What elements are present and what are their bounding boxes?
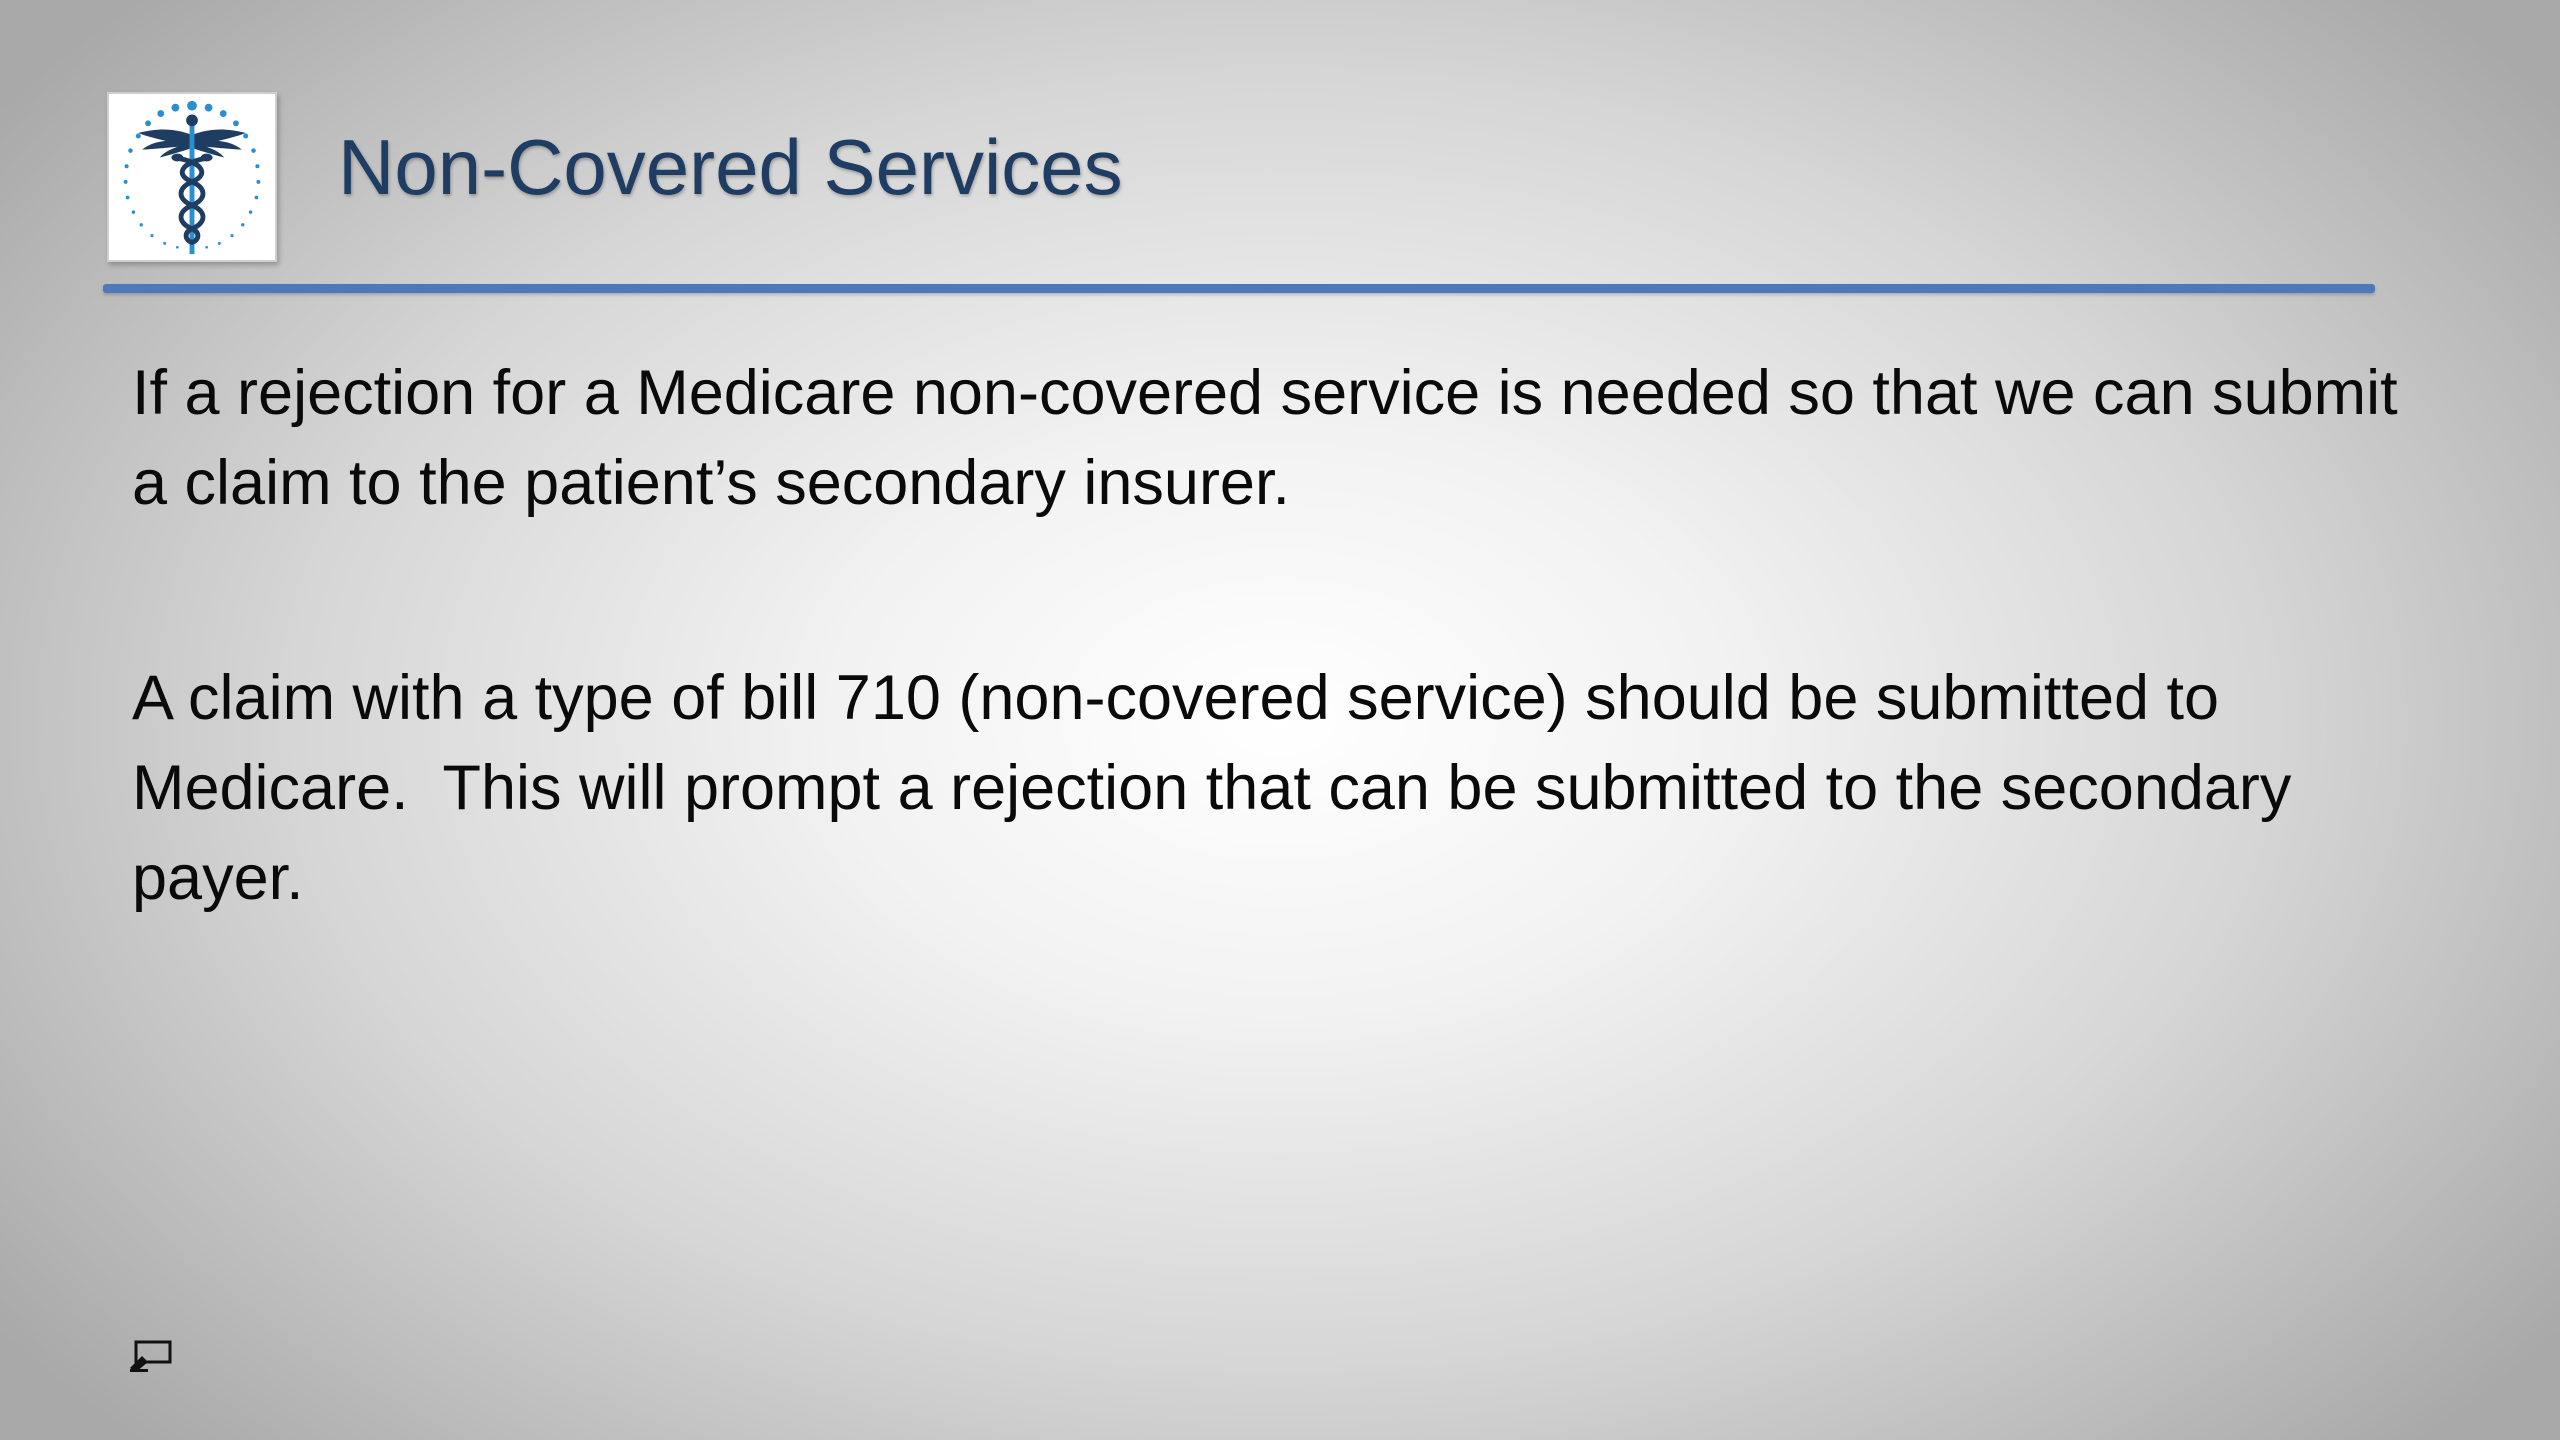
presenter-tools-icon bbox=[128, 1338, 176, 1374]
logo bbox=[107, 92, 277, 262]
caduceus-icon bbox=[109, 94, 275, 260]
slide-title: Non-Covered Services bbox=[338, 123, 1123, 211]
title-divider bbox=[103, 284, 2375, 293]
body-paragraph-1: If a rejection for a Medicare non-covered service is needed so that we can submit a claim to the patient’s secondary insurer. bbox=[132, 358, 2398, 518]
body-paragraph-2: A claim with a type of bill 710 (non-covered service) should be submitted to Medicare. This will prompt a rejection that can be submitted to the secondary payer. bbox=[132, 663, 2309, 913]
presenter-tools-button[interactable] bbox=[128, 1338, 176, 1374]
